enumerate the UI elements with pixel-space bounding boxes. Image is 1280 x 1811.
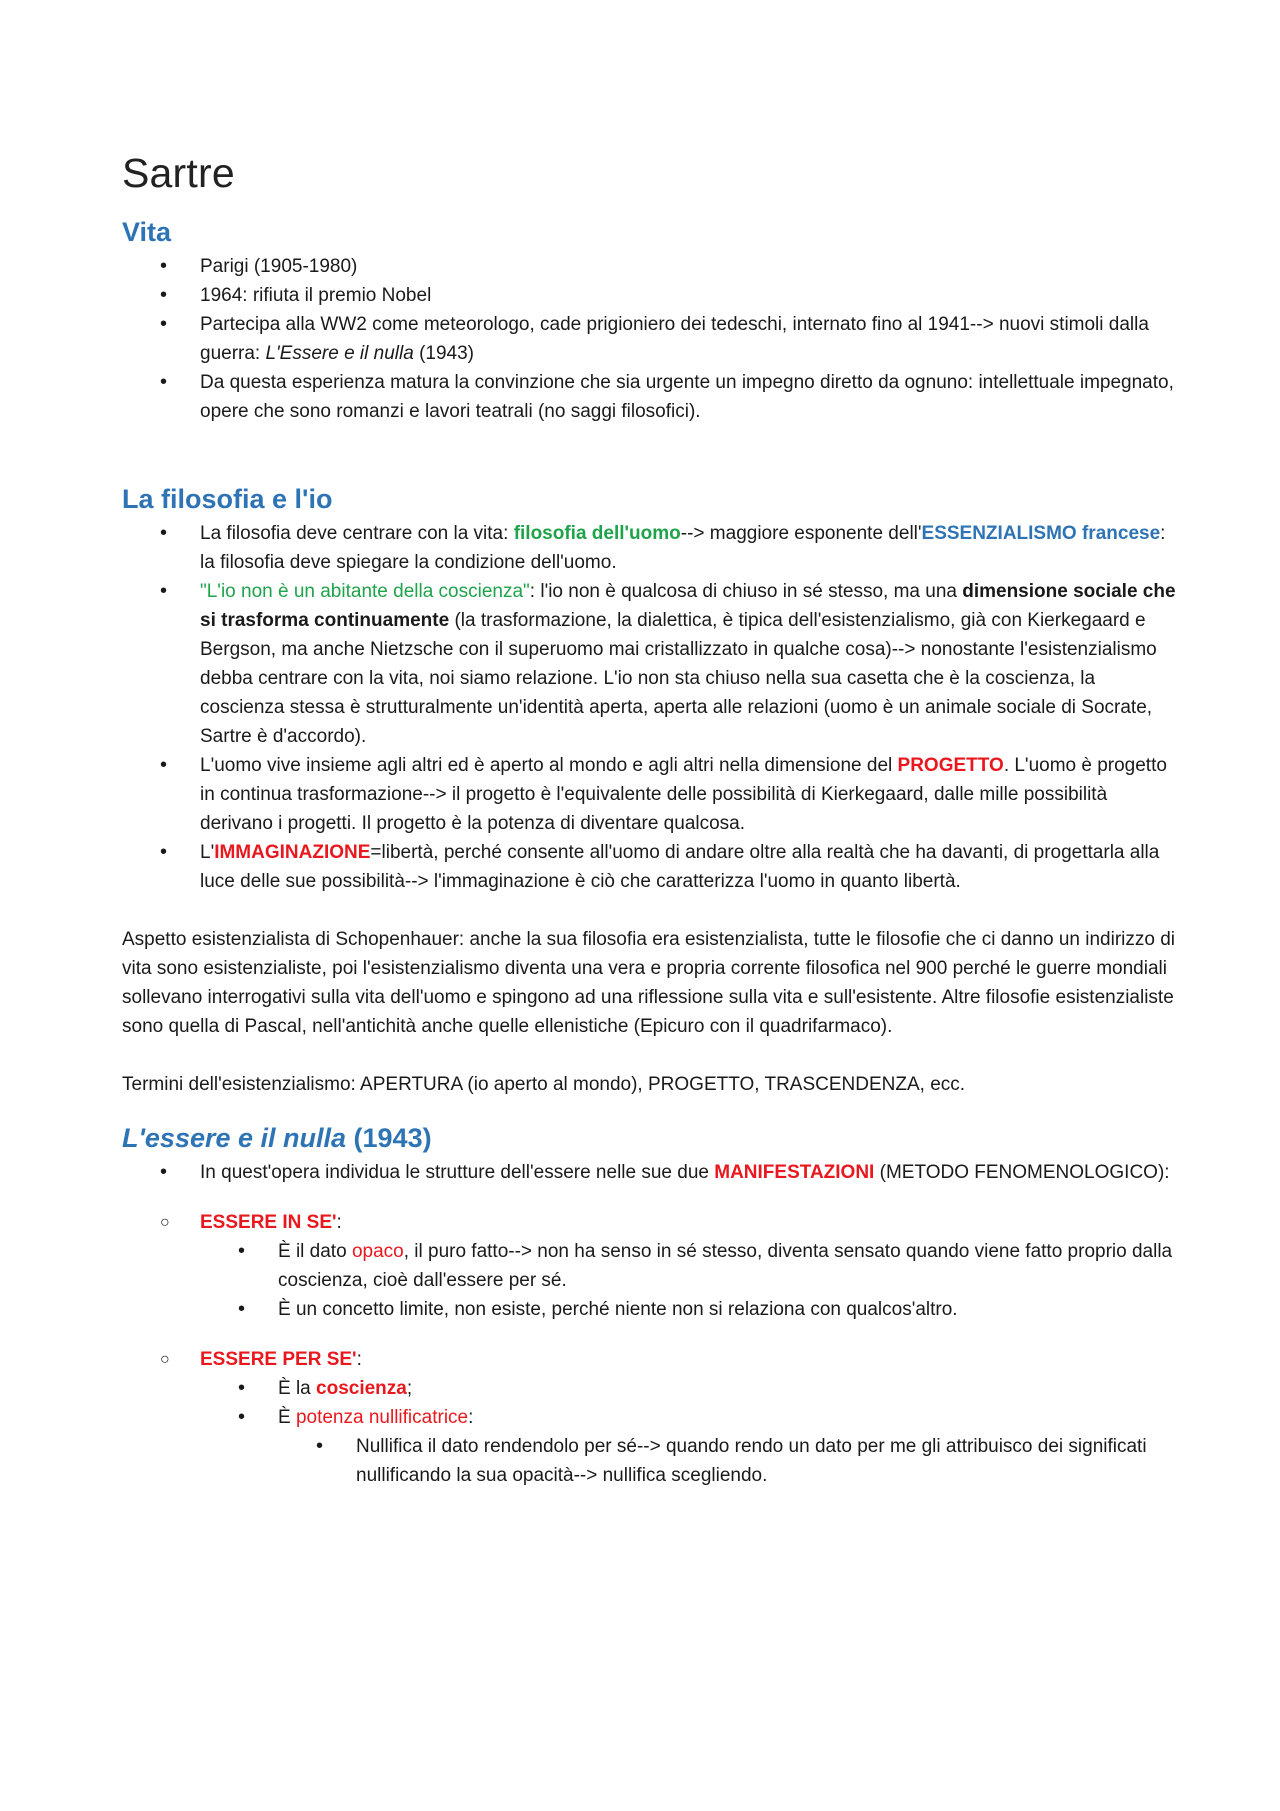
essere-in-se-list xyxy=(122,1237,1182,1324)
list-item: • È il dato opaco, il puro fatto--> non ha senso in sé stesso, diventa sensato quando viene fatto proprio dalla coscienza, cioè dall'essere per sé. xyxy=(122,1237,1182,1295)
list-item: • È la coscienza; xyxy=(122,1374,1182,1403)
list-item: • 1964: rifiuta il premio Nobel xyxy=(122,281,1182,310)
page-title: Sartre xyxy=(122,150,235,196)
list-item: • "L'io non è un abitante della coscienza": l'io non è qualcosa di chiuso in sé stesso, ma una dimensione sociale che si trasforma continuamente (la trasformazione, la dialettica, è tipica dell'esistenzialismo, già con Kierkegaard e Bergson, ma anche Nietzsche con il superuomo mai cristallizzato in qualche cosa)--> nonostante l'esistenzialismo debba centrare con la vita, noi siamo relazione. L'io non sta chiuso nella sua casetta che è la coscienza, la coscienza stessa è strutturalmente un'identità aperta, aperta alle relazioni (uomo è un animale sociale di Socrate, Sartre è d'accordo). xyxy=(122,577,1182,751)
nullifica-list xyxy=(122,1432,1182,1490)
filosofia-list xyxy=(122,519,1182,896)
highlight-opaco: opaco xyxy=(351,1241,404,1262)
document-content xyxy=(122,150,1182,1490)
essere-per-se-list xyxy=(122,1374,1182,1432)
section-heading-essere-nulla: L'essere e il nulla (1943) xyxy=(122,1123,432,1153)
list-item: • L'uomo vive insieme agli altri ed è aperto al mondo e agli altri nella dimensione del PROGETTO. L'uomo è progetto in continua trasformazione--> il progetto è l'equivalente delle possibilità di Kierkegaard, dalle mille possibilità derivano i progetti. Il progetto è la potenza di diventare qualcosa. xyxy=(122,751,1182,838)
paragraph-termini: Termini dell'esistenzialismo: APERTURA (io aperto al mondo), PROGETTO, TRASCENDENZA, ecc. xyxy=(122,1074,966,1095)
highlight-essenzialismo: ESSENZIALISMO francese xyxy=(921,523,1161,544)
section-heading-vita: Vita xyxy=(122,217,172,247)
list-item: • Partecipa alla WW2 come meteorologo, cade prigioniero dei tedeschi, internato fino al 1941--> nuovi stimoli dalla guerra: L'Essere e il nulla (1943) xyxy=(122,310,1182,368)
highlight-dimensione-sociale: dimensione sociale che si trasforma continuamente xyxy=(200,581,1176,631)
list-item: • Parigi (1905-1980) xyxy=(122,252,1182,281)
quote-io: "L'io non è un abitante della coscienza" xyxy=(200,581,530,602)
highlight-progetto: PROGETTO xyxy=(897,755,1004,776)
list-item: • È potenza nullificatrice: xyxy=(122,1403,1182,1432)
list-item: • L'IMMAGINAZIONE=libertà, perché consente all'uomo di andare oltre alla realtà che ha davanti, di progettarla alla luce delle sue possibilità--> l'immaginazione è ciò che caratterizza l'uomo in quanto libertà. xyxy=(122,838,1182,896)
circle-bullet-icon: ○ xyxy=(160,1351,170,1368)
highlight-potenza: potenza nullificatrice xyxy=(295,1407,469,1428)
list-item: • Nullifica il dato rendendolo per sé--> quando rendo un dato per me gli attribuisco dei significati nullificando la sua opacità--> nullifica scegliendo. xyxy=(122,1432,1182,1490)
highlight-coscienza: coscienza xyxy=(316,1378,407,1399)
sub-heading-essere-in-se: ○ ESSERE IN SE': xyxy=(122,1208,1182,1237)
highlight-immaginazione: IMMAGINAZIONE xyxy=(214,842,371,863)
vita-list xyxy=(122,252,1182,426)
paragraph-aspetto: Aspetto esistenzialista di Schopenhauer: anche la sua filosofia era esistenzialista, tutte le filosofie che ci danno un indirizzo di vita sono esistenzialiste, poi l'esistenzialismo diventa una vera e propria corrente filosofica nel 900 perché le guerre mondiali sollevano interrogativi sulla vita dell'uomo e spingono ad una riflessione sulla vita e sull'esistente. Altre filosofie esistenzialiste sono quella di Pascal, nell'antichità anche quelle ellenistiche (Epicuro con il quadrifarmaco). xyxy=(122,929,1176,1037)
list-item: • È un concetto limite, non esiste, perché niente non si relaziona con qualcos'altro. xyxy=(122,1295,1182,1324)
highlight-filosofia-uomo: filosofia dell'uomo xyxy=(513,523,681,544)
list-item: • La filosofia deve centrare con la vita: filosofia dell'uomo--> maggiore esponente dell'ESSENZIALISMO francese: la filosofia deve spiegare la condizione dell'uomo. xyxy=(122,519,1182,577)
list-item: • Da questa esperienza matura la convinzione che sia urgente un impegno diretto da ognuno: intellettuale impegnato, opere che sono romanzi e lavori teatrali (no saggi filosofici). xyxy=(122,368,1182,426)
work-title: L'Essere e il nulla xyxy=(265,343,414,364)
list-item: • In quest'opera individua le strutture dell'essere nelle sue due MANIFESTAZIONI (METODO FENOMENOLOGICO): xyxy=(122,1158,1182,1187)
section-heading-filosofia: La filosofia e l'io xyxy=(122,484,333,514)
highlight-manifestazioni: MANIFESTAZIONI xyxy=(714,1162,875,1183)
sub-heading-essere-per-se: ○ ESSERE PER SE': xyxy=(122,1345,1182,1374)
circle-bullet-icon: ○ xyxy=(160,1214,170,1231)
essere-list xyxy=(122,1158,1182,1187)
